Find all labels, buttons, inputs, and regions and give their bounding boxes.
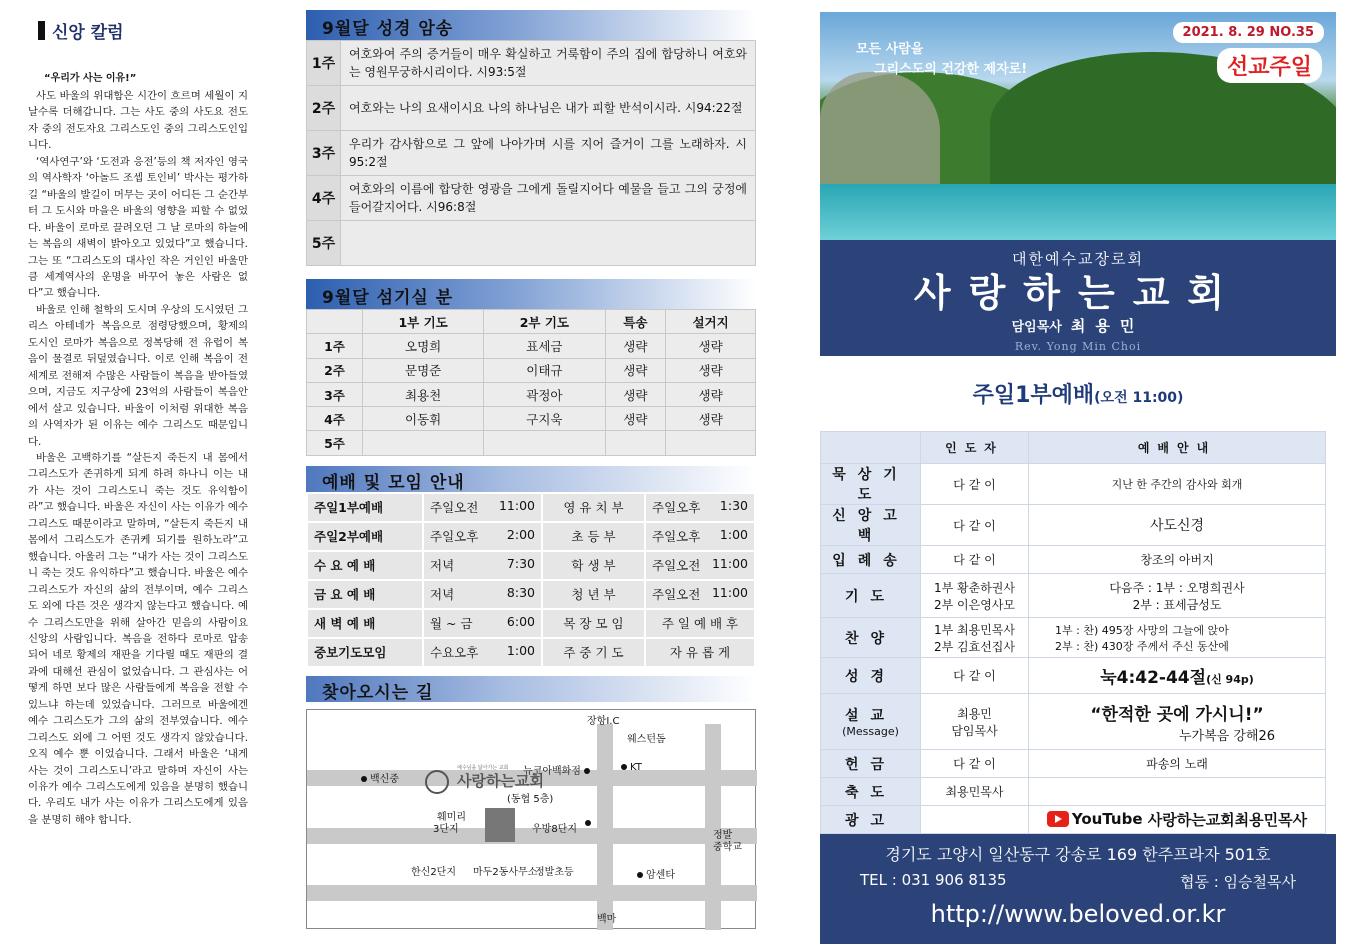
map-label: KT [621,762,642,773]
church-map-label: 사랑하는교회 [457,771,544,790]
cover-slogan: 모든 사람을 그리스도의 건강한 제자로! [856,42,1028,77]
table-row: 금 요 예 배 저녁 8:30 청 년 부 주일오전 11:00 [307,580,755,609]
table-row: 3주 우리가 감사함으로 그 앞에 나아가며 시를 지어 즐거이 그를 노래하자. 시95:2절 [307,131,756,176]
table-row: 기도 1부 황춘하권사 2부 이은영사모 다음주 : 1부 : 오명희권사 2부 : 표세금성도 [821,574,1326,618]
map-marker-icon [637,872,643,878]
title-bar-icon [38,21,45,40]
column-paragraph: 바울로 인해 철학의 도시며 우상의 도시였던 그리스 아테네가 복음으로 점령당했으며, 황제의 도시인 로마가 복음으로 정복당해 전 유럽이 복음이 물결로 뒤덮였습니다. 이로 인해 복음이 전 세계로 전해져 수많은 사람들이 복음을 받아들였으며, 지금도 지구상에 23억의 사람들이 복음안에서 살고 있습니다. 바울이 이처럼 위대한 복음의 사역자가 된 이유는 예수 그리스도 때문입니다. [28,303,248,448]
church-banner [820,240,1336,356]
table-row: 설교 (Message) 최용민 담임목사 “한적한 곳에 가시니!” 누가복음 강해26 [821,694,1326,750]
youtube-icon [1047,811,1069,827]
table-row: 1주 여호와여 주의 증거들이 매우 확실하고 거룩함이 주의 집에 합당하니 여호와는 영원무궁하시리이다. 시93:5절 [307,41,756,86]
youtube-link[interactable]: YouTube 사랑하는교회최용민목사 [1047,809,1307,830]
map-marker-icon [585,818,594,829]
table-row: 중보기도모임 수요오후 1:00 주 중 기 도 자 유 롭 게 [307,638,755,667]
table-row: 3주 최용천 곽정아 생략 생략 [307,382,756,406]
map-header: 찾아오시는 길 [306,676,756,702]
map-marker-icon [584,768,590,774]
table-row: 광고 YouTube 사랑하는교회최용민목사 [821,806,1326,834]
column-paragraph: ‘역사연구’와 ‘도전과 응전’등의 책 저자인 영국의 역사학자 ‘아놀드 조셉 토인비’ 박사는 평가하길 “바울의 발길이 머무는 곳이 어디든 그 순간부터 그 도시와 마을은 바울의 영향을 피할 수 없었다. 바울이 로마로 끌려오던 그 날 로마의 하늘에는 복음의 새벽이 밝아오고 있었다”고 했습니다. 그는 또 “그리스도의 대사인 작은 거인인 바울만큼 세계역사의 운명을 바꾸어 놓은 사람은 없다”고 했습니다. [28,155,248,300]
meetings-header: 예배 및 모임 안내 [306,466,756,492]
memory-header: 9월달 성경 암송 [306,10,756,40]
pastor-english: Rev. Yong Min Choi [1014,340,1142,353]
table-row: 1주 오명희 표세금 생략 생략 [307,334,756,358]
serve-header: 9월달 섬기실 분 [306,279,756,309]
church-name: 사랑하는교회 [913,271,1243,315]
map-label: 중학교 [713,841,742,853]
table-row: 수 요 예 배 저녁 7:30 학 생 부 주일오전 11:00 [307,551,755,580]
table-row: 입례송 다 같 이 창조의 아버지 [821,546,1326,574]
table-header-row: 1부 기도 2부 기도 특송 설거지 [307,310,756,334]
memory-table [306,40,756,266]
map-label: 백신중 [361,770,399,785]
map-label: 마두2동사무소 [473,866,538,878]
table-row: 2주 문명준 이태규 생략 생략 [307,358,756,382]
map-road [307,885,757,901]
cover-photo [820,12,1336,240]
map-road [597,724,613,930]
map-label: 예수님을 닮아가는 교회 [457,764,509,771]
map-marker-icon [361,776,367,782]
map-label: 우방8단지 [532,823,578,835]
serve-table [306,309,756,456]
table-row: 성경 다 같 이 눅4:42-44절(신 94p) [821,658,1326,694]
column-paragraph: 바울은 고백하기를 “살든지 죽든지 내 몸에서 그리스도가 존귀하게 되게 하려 하나니 이는 내가 사는 것이 그리스도니 죽는 것도 유익함이라”고 했습니다. 바울은 자신이 사는 이유가 예수 그리스도 때문이라고 말하며, “살든지 죽든지 내 몸에서 그리스도가 존귀케 되기를 원하노라”고 했습니다. 아울러 그는 “내가 사는 것이 그리스도니 죽는 것도 유익하다”고 했습니다. 바울은 예수 그리스도가 자신의 삶의 전부이며, 예수 그리스도 외에 다른 것은 생각지 않는다고 했습니다. 예수 그리스도만을 위해 살아간 믿음의 사람이요 신앙의 사람입니다. 복음을 전하다 로마로 압송되어 네로 황제의 재판을 기다릴 때도 재판의 결과에 대해선 관심이 없었습니다. 그 관심사는 어떻게 하면 보다 많은 사람들에게 복음을 전할 수 있느냐 하는데 있었습니다. 그러므로 바울에겐 예수 그리스도가 그의 삶의 전부였습니다. 예수 그리스도 외에 그 어떤 것도 생각지 않았습니다. 오직 예수 뿐 이었습니다. 그래서 바울은 ‘내게 사는 것이 그리스도니’라고 말하며 자신이 사는 이유가 예수 그리스도에게 있음을 분명히 했습니다. 우리도 내가 사는 이유가 그리스도에게 있음을 분명히 해야 합니다. [28,451,248,826]
address: 경기도 고양시 일산동구 강송로 169 한주프라자 501호 [885,845,1271,864]
table-row: 2주 여호와는 나의 요새이시요 나의 하나님은 내가 피할 반석이시라. 시94:22절 [307,86,756,131]
map-label: 한신2단지 [411,866,457,878]
table-row: 찬양 1부 최용민목사 2부 김효선집사 1부 : 찬) 495장 사망의 그늘에 앉아 2부 : 찬) 430장 주께서 주신 동산에 [821,618,1326,658]
website-link[interactable]: http://www.beloved.or.kr [930,900,1226,928]
table-row: 축도 최용민목사 [821,778,1326,806]
map-label: 장항I.C [587,715,620,727]
order-table [820,431,1326,834]
column-paragraph: 사도 바울의 위대함은 시간이 흐르며 세월이 지날수록 더해갑니다. 그는 사도 중의 사도요 전도자 중의 전도자요 그리스도인 중의 그리스도인입니다. [28,90,248,152]
map-marker-icon [621,764,627,770]
table-row: 5주 [307,221,756,266]
map-label: 백마 [597,913,617,925]
table-row: 주일2부예배 주일오후 2:00 초 등 부 주일오후 1:00 [307,522,755,551]
middle-section [306,10,756,929]
church-building-icon [485,808,515,842]
table-row: 5주 [307,431,756,455]
footer [820,834,1336,944]
table-row: 헌금 다 같 이 파송의 노래 [821,750,1326,778]
location-map [306,709,756,929]
contact: TEL : 031 906 8135 협동 : 임승철목사 [860,871,1296,891]
church-logo-icon [425,770,449,794]
issue-date: 2021. 8. 29 NO.35 [1173,22,1324,43]
map-label: 암센타 [637,866,675,881]
table-row: 4주 여호와의 이름에 합당한 영광을 그에게 돌릴지어다 예물을 들고 그의 궁정에 들어갈지어다. 시96:8절 [307,176,756,221]
map-label: 뉴코아백화점 [523,762,593,777]
table-header-row: 인도자 예배안내 [821,432,1326,464]
denomination: 대한예수교장로회 [1012,250,1144,268]
map-label: 웨스턴돔 [627,733,666,745]
service-title: 주일1부예배(오전 11:00) [972,383,1184,408]
table-row: 주일1부예배 주일오전 11:00 영 유 치 부 주일오후 1:30 [307,493,755,522]
sunday-badge: 선교주일 [1217,48,1322,83]
column-body [28,88,248,828]
meetings-table [306,492,756,668]
column-section [28,18,248,828]
map-label: 정발 [713,829,733,841]
map-label: 3단지 [433,823,459,835]
map-label: (동협 5층) [507,793,554,805]
table-row: 신앙고백 다 같 이 사도신경 [821,505,1326,546]
cover-section [820,12,1336,944]
column-subtitle: “우리가 사는 이유!” [44,73,137,84]
table-row: 묵상기도 다 같 이 지난 한 주간의 감사와 회개 [821,464,1326,505]
column-title: 신앙 칼럼 [38,18,248,43]
map-label: 훼미리 [437,811,466,823]
table-row: 새 벽 예 배 월 ~ 금 6:00 목 장 모 임 주 일 예 배 후 [307,609,755,638]
pastor: 담임목사 최용민 [1011,317,1145,335]
table-row: 4주 이동휘 구지욱 생략 생략 [307,407,756,431]
map-label: 정발초등 [535,866,574,878]
